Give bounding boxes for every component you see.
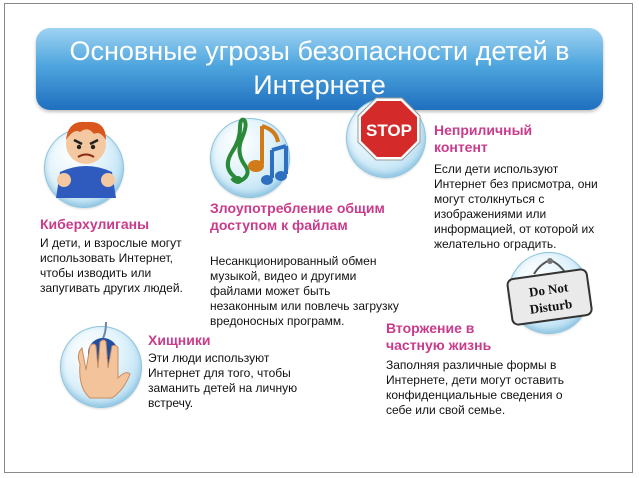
sign-text-line: Disturb [528, 296, 574, 317]
threat-heading: Злоупотребление общим доступом к файлам [210, 200, 385, 233]
do-not-disturb-sign-icon [500, 256, 600, 330]
threat-description: Если дети используют Интернет без присмотра, они могут столкнуться с изображениями или информацией, от которой их желательно оградить. [434, 162, 598, 251]
threat-description: Несанкционированный обмен музыкой, видео и другими файлами может быть незаконным или повлечь загрузку вредоносных программ. [210, 254, 399, 328]
angry-boy-icon [50, 114, 122, 200]
threat-heading: Неприличный контент [434, 122, 533, 155]
threat-heading: Киберхулиганы [40, 216, 150, 232]
sign-text-line: Do Not [528, 279, 570, 300]
threat-description: Эти люди используют Интернет для того, чтобы заманить детей на личную встречу. [148, 351, 298, 410]
threat-heading: Вторжение в частную жизнь [386, 320, 492, 353]
page-title: Основные угрозы безопасности детей в Интернете [69, 36, 570, 100]
music-notes-icon [214, 108, 294, 192]
hand-mouse-icon [66, 318, 142, 404]
threat-heading: Хищники [148, 332, 211, 348]
stop-sign-text: STOP [366, 121, 412, 140]
threat-description: И дети, и взрослые могут использовать Интернет, чтобы изводить или запугивать других людей. [40, 236, 183, 295]
stop-sign-icon [356, 96, 422, 162]
threat-description: Заполняя различные формы в Интернете, дети могут оставить конфиденциальные сведения о себе или свой семье. [386, 358, 565, 417]
